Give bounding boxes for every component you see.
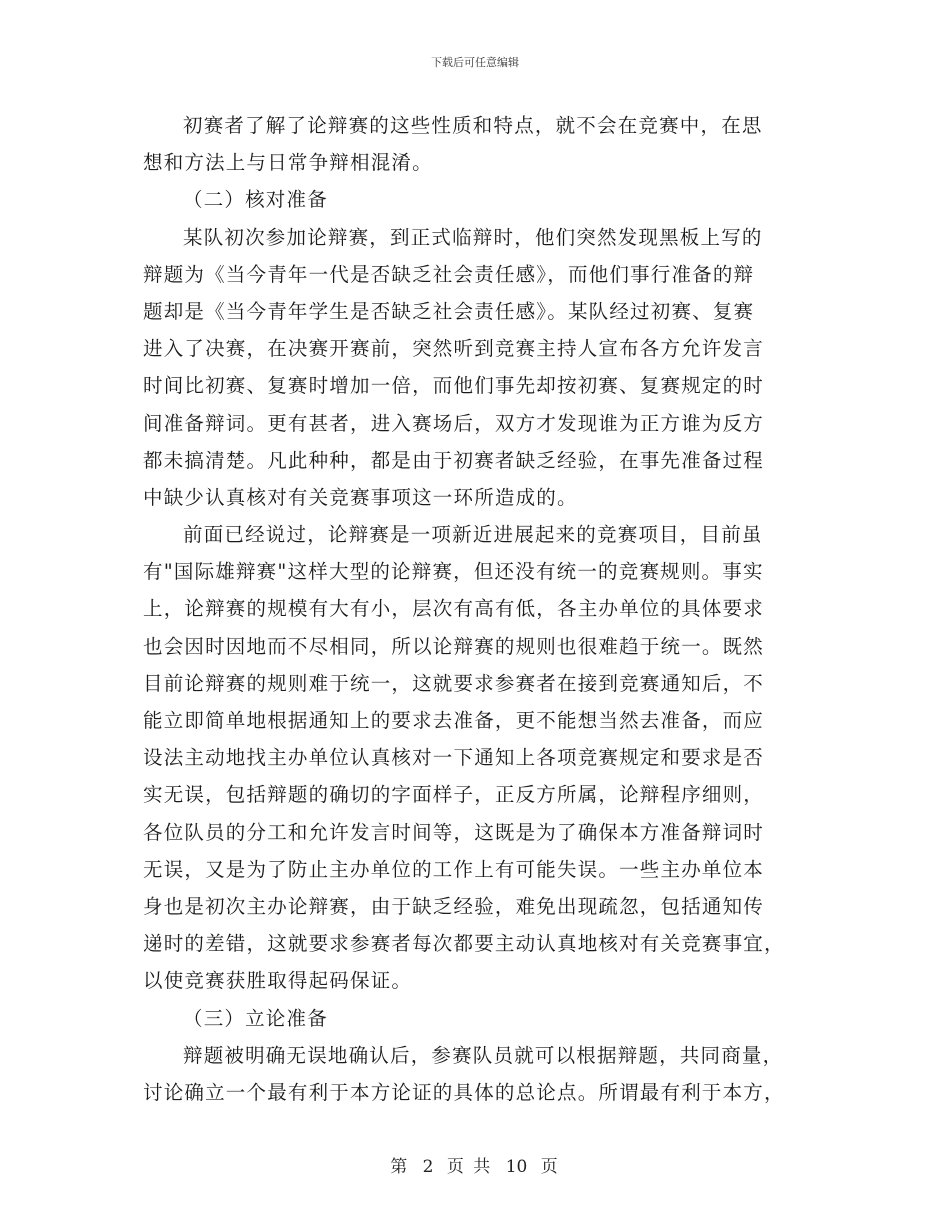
text-line: 递时的差错，这就要求参赛者每次都要主动认真地核对有关竞赛事宜，: [143, 932, 785, 956]
text-line: 进入了决赛，在决赛开赛前，突然听到竞赛主持人宣布各方允许发言: [143, 337, 765, 361]
text-line: 实无误，包括辩题的确切的字面样子，正反方所属，论辩程序细则，: [143, 783, 765, 807]
text-line: 也会因时因地而不尽相同，所以论辩赛的规则也很难趋于统一。既然: [143, 634, 765, 658]
text-line: 题却是《当今青年学生是否缺乏社会责任感》。某队经过初赛、复赛: [143, 299, 755, 323]
text-line: 辩题为《当今青年一代是否缺乏社会责任感》，而他们事行准备的辩: [143, 262, 755, 286]
text-line: 设法主动地找主办单位认真核对一下通知上各项竞赛规定和要求是否: [143, 746, 765, 770]
text-line: 身也是初次主办论辩赛，由于缺乏经验，难免出现疏忽，包括通知传: [143, 894, 765, 918]
text-line: 想和方法上与日常争辩相混淆。: [143, 151, 433, 175]
text-line: 上，论辩赛的规模有大有小，层次有高有低，各主办单位的具体要求: [143, 597, 765, 621]
page-header: 下载后可任意编辑: [431, 56, 519, 69]
page-footer: [0, 1152, 950, 1177]
text-line: 辩题被明确无误地确认后，参赛队员就可以根据辩题，共同商量，: [183, 1043, 784, 1067]
text-line: 时间比初赛、复赛时增加一倍，而他们事先却按初赛、复赛规定的时: [143, 374, 765, 398]
text-line: 有"国际雄辩赛"这样大型的论辩赛，但还没有统一的竞赛规则。事实: [143, 560, 764, 584]
body-text: [143, 107, 807, 1111]
text-line: 以使竞赛获胜取得起码保证。: [143, 969, 413, 993]
text-line: 前面已经说过，论辩赛是一项新近进展起来的竞赛项目，目前虽: [183, 523, 763, 547]
text-line: 初赛者了解了论辩赛的这些性质和特点，就不会在竞赛中，在思: [183, 114, 763, 137]
text-line: 间准备辩词。更有甚者，进入赛场后，双方才发现谁为正方谁为反方: [143, 411, 765, 435]
text-line: 无误，又是为了防止主办单位的工作上有可能失误。一些主办单位本: [143, 857, 765, 881]
text-line: 都未搞清楚。凡此种种，都是由于初赛者缺乏经验，在事先准备过程: [143, 448, 765, 472]
text-line: 讨论确立一个最有利于本方论证的具体的总论点。所谓最有利于本方，: [143, 1080, 785, 1104]
total-pages-number: 10: [505, 1157, 528, 1177]
text-line: 各位队员的分工和允许发言时间等，这既是为了确保本方准备辩词时: [143, 820, 765, 844]
footer-suffix: 页: [540, 1157, 560, 1177]
section-heading: （二）核对准备: [183, 188, 328, 212]
section-heading: （三）立论准备: [183, 1006, 328, 1030]
footer-prefix: 第: [390, 1157, 410, 1177]
text-line: 能立即简单地根据通知上的要求去准备，更不能想当然去准备，而应: [143, 709, 765, 732]
footer-middle: 页 共: [446, 1157, 493, 1177]
current-page-number: 2: [422, 1157, 434, 1177]
text-line: 目前论辩赛的规则难于统一，这就要求参赛者在接到竞赛通知后，不: [143, 671, 765, 695]
text-line: 某队初次参加论辩赛，到正式临辩时，他们突然发现黑板上写的: [183, 225, 763, 249]
text-line: 中缺少认真核对有关竞赛事项这一环所造成的。: [143, 485, 578, 509]
